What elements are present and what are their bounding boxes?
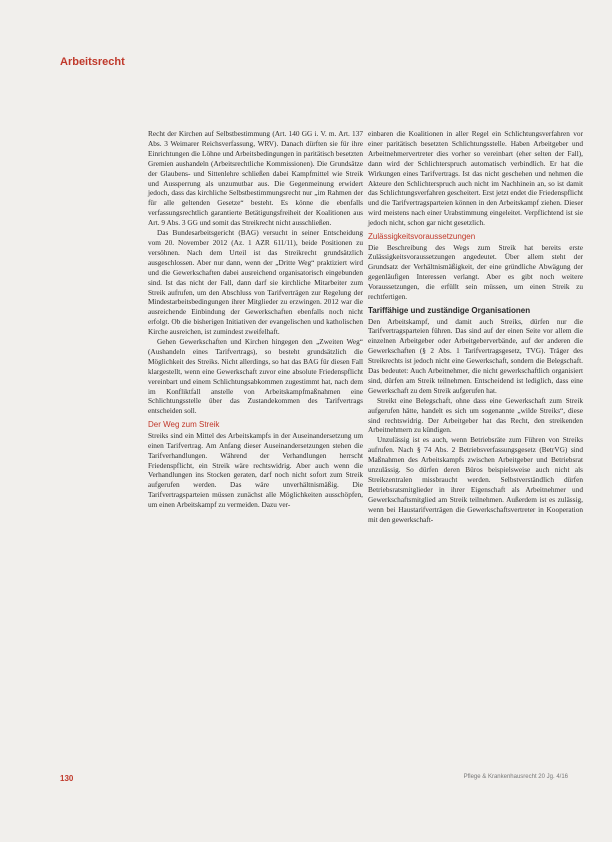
paragraph: Das Bundesarbeitsgericht (BAG) versucht in seiner Entscheidung vom 20. November 2012 (Az. 1 AZR 611/11), beide Positionen zu versöhnen. Nach dem Urteil ist das Streikrecht grundsätzlich ausgeschlossen. Aber nur dann, wenn der „Dritte Weg“ praktiziert wird und die Gewerkschaften dabei ausreichend organisatorisch eingebunden sind. Ist das nicht der Fall, dann darf sie kirchliche Mitarbeiter zum Streik aufrufen, um den Abschluss von Tarifverträgen zur Regelung der Mindestarbeitsbedingungen ihrer Mitglieder zu erzwingen. 2012 war die ausreichende Einbindung der Gewerkschaften ebenfalls noch nicht erfolgt. Ob die bisherigen Initiativen der evangelischen und katholischen Kirche ausreichen, ist zumindest zweifelhaft. xyxy=(148,228,363,337)
journal-reference: Pflege & Krankenhausrecht 20 Jg. 4/16 xyxy=(463,774,568,780)
paragraph: Die Beschreibung des Wegs zum Streik hat bereits erste Zulässigkeitsvoraussetzungen angedeutet. Über allem steht der Grundsatz der Verhältnismäßigkeit, der eine gründliche Abwägung der gegenläufigen Interessen verlangt. Aber es gibt noch weitere Voraussetzungen, die erfüllt sein müssen, um einen Streik zu rechtfertigen. xyxy=(368,242,583,302)
paragraph: Streikt eine Belegschaft, ohne dass eine Gewerkschaft zum Streik aufgerufen hätte, handelt es sich um sogenannte „wilde Streiks“, diese sind rechtswidrig. Der Arbeitgeber hat das Recht, den streikenden Arbeitnehmern zu kündigen. xyxy=(368,395,583,435)
section-heading: Der Weg zum Streik xyxy=(148,420,220,430)
subsection-heading: Tariffähige und zuständige Organisationen xyxy=(368,306,531,315)
right-column xyxy=(368,129,583,525)
left-column xyxy=(148,129,363,510)
page-footer xyxy=(60,774,568,786)
paragraph: Den Arbeitskampf, und damit auch Streiks, dürfen nur die Tarifvertragsparteien führen. Das sind auf der einen Seite vor allem die einzelnen Arbeitgeber oder Arbeitgeberverbände, auf der anderen die Gewerkschaften (§ 2 Abs. 1 Tarifvertragsgesetz, TVG). Träger des Streikrechts ist jedoch nicht eine Gewerkschaft, sondern die Belegschaft. Das bedeutet: Auch Arbeitnehmer, die nicht gewerkschaftlich organisiert sind, dürfen am Streik teilnehmen. Entscheidend ist lediglich, dass eine Gewerkschaft zu dem Streik aufgerufen hat. xyxy=(368,316,583,395)
section-label: Arbeitsrecht xyxy=(60,56,125,68)
section-heading: Zulässigkeitsvoraussetzungen xyxy=(368,232,476,242)
page-number: 130 xyxy=(60,774,74,783)
paragraph: Recht der Kirchen auf Selbstbestimmung (Art. 140 GG i. V. m. Art. 137 Abs. 3 Weimarer Reichsverfassung, WRV). Danach dürften sie für ihre Einrichtungen die Löhne und Arbeitsbedingungen in paritätisch besetzten Gremien aushandeln (Arbeitsrechtliche Kommissionen). Die Grundsätze der Glaubens- und Sittenlehre schließen dabei Kampfmittel wie Streik und Aussperrung als unzumutbar aus. Die Gegenmeinung erwidert jedoch, dass das kirchliche Selbstbestimmungsrecht nur „im Rahmen der für alle geltenden Gesetze“ besteht. Es könne die ebenfalls verfassungsrechtlich garantierte Betätigungsfreiheit der Koalitionen aus Art. 9 Abs. 3 GG und somit das Streikrecht nicht ausschließen. xyxy=(148,129,363,228)
paragraph: Gehen Gewerkschaften und Kirchen hingegen den „Zweiten Weg“ (Aushandeln eines Tarifvertrags), so besteht grundsätzlich die Möglichkeit des Streiks. Nicht allerdings, so hat das BAG für diesen Fall klargestellt, wenn eine Gewerkschaft zuvor eine absolute Friedenspflicht vereinbart und einem Schlichtungsabkommen zugestimmt hat, nach dem im Konfliktfall anstelle von Arbeitskampfmaßnahmen eine Schlichtungsstelle über das Zustandekommen des Tarifvertrags entscheiden soll. xyxy=(148,337,363,416)
paragraph: Streiks sind ein Mittel des Arbeitskampfs in der Auseinandersetzung um einen Tarifvertrag. Am Anfang dieser Auseinandersetzungen stehen die Tarifverhandlungen. Während der Verhandlungen herrscht Friedenspflicht, ein Streik wäre rechtswidrig. Aber auch wenn die Verhandlungen ins Stocken geraten, darf noch nicht sofort zum Streik aufgerufen werden. Das wäre unverhältnismäßig. Die Tarifvertragsparteien müssen zunächst alle Möglichkeiten ausschöpfen, um einen Arbeitskampf zu vermeiden. Dazu ver- xyxy=(148,430,363,510)
paragraph: einbaren die Koalitionen in aller Regel ein Schlichtungsverfahren vor einer paritätisch besetzten Schlichtungsstelle. Haben Arbeitgeber und Arbeitnehmervertreter dies vorher so vereinbart (eher selten der Fall), dann wird der Schlichterspruch automatisch verbindlich. Er hat die Wirkungen eines Tarifvertrags. Ist das nicht geschehen und nehmen die Akteure den Schlichterspruch auch nicht im Nachhinein an, so ist damit das Schlichtungsverfahren gescheitert. Erst jetzt endet die Friedenspflicht und die Tarifvertragsparteien können in den Arbeitskampf ziehen. Dieser wird meistens nach einer Urabstimmung eingeleitet. Verpflichtend ist sie jedoch nicht, schon gar nicht gesetzlich. xyxy=(368,129,583,228)
paragraph: Unzulässig ist es auch, wenn Betriebsräte zum Führen von Streiks aufrufen. Nach § 74 Abs. 2 Betriebsverfassungsgesetz (BetrVG) sind Maßnahmen des Arbeitskampfs zwischen Arbeitgeber und Betriebsrat unzulässig. So dürfen deren Büros beispielsweise auch nicht als Streikzentralen missbraucht werden. Selbstverständlich dürfen Betriebsratsmitglieder in ihrer Eigenschaft als Arbeitnehmer und Gewerkschaftsmitglied am Streik teilnehmen. Außerdem ist es zulässig, wenn bei Haustarifverträgen die Gewerkschaftsvertreter in Kooperation mit den gewerkschaft- xyxy=(368,435,583,524)
